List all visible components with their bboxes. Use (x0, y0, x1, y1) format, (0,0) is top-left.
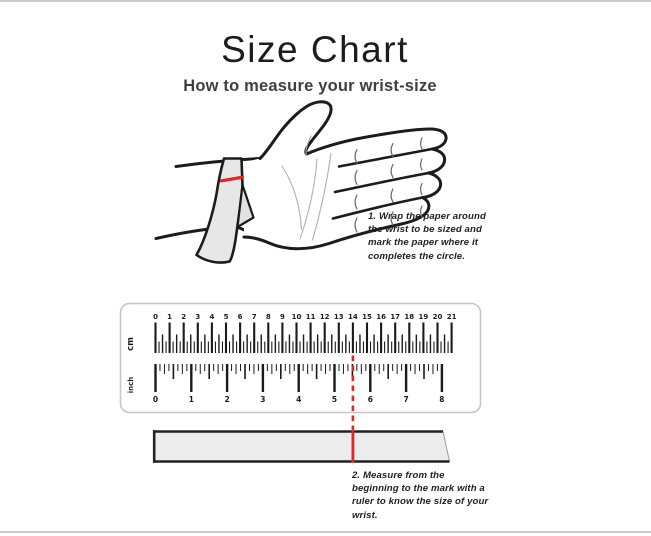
page-bottom-border (0, 531, 651, 533)
step-1-note: 1. Wrap the paper around the wrist to be sized and mark the paper where it completes the circle. (368, 211, 486, 262)
svg-text:14: 14 (348, 313, 358, 321)
svg-text:5: 5 (331, 395, 338, 404)
svg-text:7: 7 (403, 395, 409, 404)
page-subtitle: How to measure your wrist-size (183, 76, 437, 95)
svg-text:2: 2 (181, 313, 187, 321)
cm-unit-label: cm (126, 337, 136, 351)
svg-text:4: 4 (296, 395, 302, 404)
svg-text:0: 0 (152, 395, 159, 404)
wrist-paper-strip (197, 159, 243, 263)
svg-text:15: 15 (362, 313, 372, 321)
svg-text:6: 6 (367, 395, 373, 404)
svg-text:1: 1 (167, 313, 173, 321)
svg-text:3: 3 (195, 313, 201, 321)
svg-text:8: 8 (439, 395, 445, 404)
svg-text:4: 4 (209, 313, 215, 321)
svg-text:18: 18 (404, 313, 415, 321)
svg-text:7: 7 (251, 313, 257, 321)
svg-text:8: 8 (265, 313, 271, 321)
svg-text:12: 12 (319, 313, 330, 321)
svg-text:5: 5 (223, 313, 229, 321)
page-top-border (0, 0, 651, 2)
svg-text:10: 10 (291, 313, 302, 321)
svg-text:3: 3 (260, 395, 266, 404)
step-2-note: 2. Measure from the beginning to the mark with a ruler to know the size of your wrist. (352, 470, 489, 521)
inch-unit-label: inch (127, 376, 135, 394)
paper-strip (153, 430, 450, 463)
svg-text:21: 21 (446, 313, 457, 321)
svg-text:17: 17 (390, 313, 401, 321)
svg-text:16: 16 (376, 313, 386, 321)
svg-text:11: 11 (305, 313, 316, 321)
svg-text:0: 0 (153, 313, 158, 321)
svg-text:19: 19 (418, 313, 429, 321)
svg-text:2: 2 (224, 395, 230, 404)
svg-text:13: 13 (333, 313, 344, 321)
svg-text:9: 9 (279, 313, 285, 321)
svg-text:20: 20 (432, 313, 443, 321)
ruler-figure (115, 295, 490, 473)
svg-text:6: 6 (237, 313, 243, 321)
svg-text:1: 1 (188, 395, 194, 404)
page-title: Size Chart (221, 28, 409, 70)
